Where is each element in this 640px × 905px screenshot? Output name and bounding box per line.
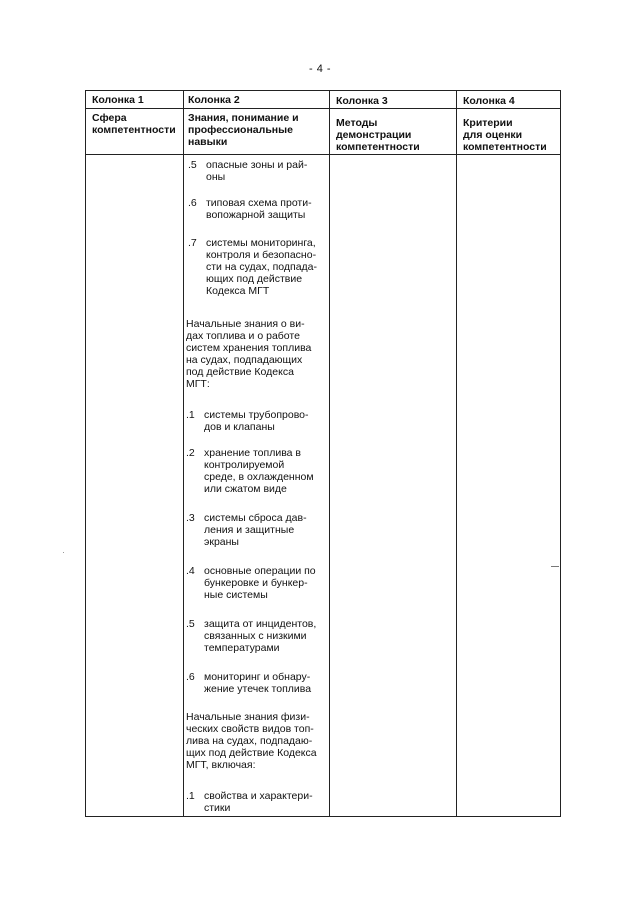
- list-item: защита от инцидентов, связанных с низкими температурами: [204, 618, 317, 654]
- list-item-number: .1: [186, 409, 195, 421]
- column-4-subtitle: Критерии для оценки компетентности: [463, 117, 547, 153]
- competence-table: [85, 90, 561, 817]
- scan-mark: [551, 566, 559, 567]
- column-2-title: Колонка 2: [188, 94, 240, 106]
- section-paragraph: Начальные знания о ви- дах топлива и о работе систем хранения топлива на судах, подпадающих под действие Кодекса МГТ:: [186, 318, 312, 390]
- section-paragraph: Начальные знания физи- ческих свойств видов топ- лива на судах, подпадаю- щих под действие Кодекса МГТ, включая:: [186, 711, 317, 771]
- list-item: системы мониторинга, контроля и безопасно- сти на судах, подпада- ющих под действие Кодекса МГТ: [206, 237, 318, 297]
- column-2-subtitle: Знания, понимание и профессиональные навыки: [188, 112, 299, 148]
- column-1-subtitle: Сфера компетентности: [92, 112, 176, 136]
- list-item-number: .7: [188, 237, 197, 249]
- list-item-number: .3: [186, 512, 195, 524]
- list-item-number: .4: [186, 565, 195, 577]
- column-divider-1: [183, 91, 184, 816]
- list-item-number: .6: [188, 197, 197, 209]
- list-item: типовая схема проти- вопожарной защиты: [206, 197, 312, 221]
- list-item: свойства и характери- стики: [204, 790, 313, 814]
- list-item-number: .5: [186, 618, 195, 630]
- list-item: хранение топлива в контролируемой среде, в охлажденном или сжатом виде: [204, 447, 314, 495]
- column-3-subtitle: Методы демонстрации компетентности: [336, 117, 420, 153]
- column-divider-2: [329, 91, 330, 816]
- list-item: системы трубопрово- дов и клапаны: [204, 409, 309, 433]
- scan-speck: [63, 552, 64, 553]
- list-item: опасные зоны и рай- оны: [206, 159, 308, 183]
- list-item-number: .2: [186, 447, 195, 459]
- list-item: мониторинг и обнару- жение утечек топлива: [204, 671, 312, 695]
- header-divider: [86, 108, 560, 109]
- list-item-number: .5: [188, 159, 197, 171]
- list-item-number: .6: [186, 671, 195, 683]
- list-item: системы сброса дав- ления и защитные экраны: [204, 512, 307, 548]
- column-3-title: Колонка 3: [336, 95, 388, 107]
- column-4-title: Колонка 4: [463, 95, 515, 107]
- column-divider-3: [456, 91, 457, 816]
- subheader-divider: [86, 154, 560, 155]
- list-item: основные операции по бункеровке и бункер- ные системы: [204, 565, 316, 601]
- page-number: - 4 -: [308, 63, 332, 75]
- list-item-number: .1: [186, 790, 195, 802]
- column-1-title: Колонка 1: [92, 94, 144, 106]
